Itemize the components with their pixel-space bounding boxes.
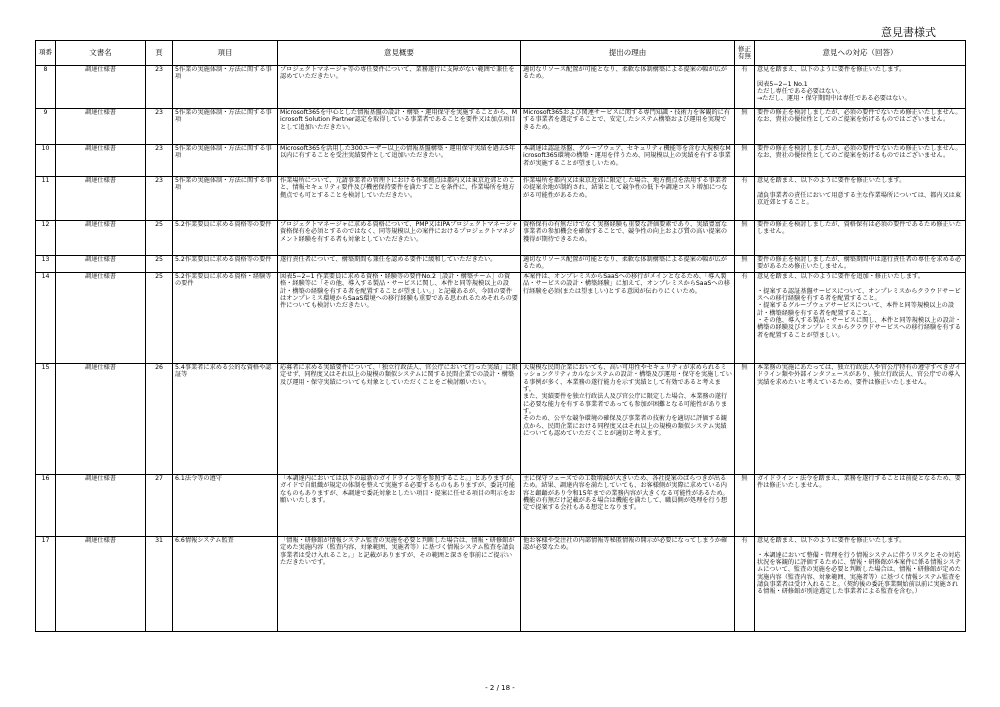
row-document-name: 調達仕様書: [56, 537, 146, 632]
header-mod: 修正有無: [735, 41, 755, 66]
table-row: [36, 66, 966, 109]
row-number: 11: [36, 177, 56, 221]
row-item: 5.2作業要員に求める資格等の要件: [173, 221, 278, 256]
row-response: ガイドライン・法令を踏まえ、業務を遂行することは前提となるため、要件は修正いたしません。: [755, 475, 966, 537]
row-number: 15: [36, 364, 56, 475]
row-number: 16: [36, 475, 56, 537]
row-modified: 有: [735, 177, 755, 221]
row-summary: Microsoft365を中心とした情報基盤の設計・構築・運用保守を実施することから、Microsoft Solution Partner認定を取得している事業者であることを要件又は加点項目として追加いただきたい。: [278, 109, 521, 145]
row-summary: 遂行責任者について、構築期間も兼任を認める要件に緩和していただきたい。: [278, 256, 521, 273]
table-row: [36, 475, 966, 537]
row-reason: 資格保有の有無だけでなく実務経験も重要な評価要素であり、実績豊富な事業者の参加機会を確保することで、競争性の向上および質の高い提案の獲得が期待できるため。: [521, 221, 735, 256]
header-item: 項目: [173, 41, 278, 66]
row-item: 6.6情報システム監査: [173, 537, 278, 632]
row-document-name: 調達仕様書: [56, 66, 146, 109]
row-response: 要件の修正を検討しましたが、資格保有は必須の要件であるため修正いたしません。: [755, 221, 966, 256]
row-item: 5作業の実施体制・方法に関する事項: [173, 66, 278, 109]
row-reason: 適切なリソース配置が可能となり、柔軟な体制構築による提案の幅が広がるため。: [521, 66, 735, 109]
row-number: 9: [36, 109, 56, 145]
row-number: 8: [36, 66, 56, 109]
row-document-name: 調達仕様書: [56, 364, 146, 475]
row-response: 要件の修正を検討しましたが、必須の要件でないため修正いたしません。 なお、貴社の優位性としてのご提案を妨げるものではございません。: [755, 109, 966, 145]
row-modified: 無: [735, 145, 755, 177]
row-document-name: 調達仕様書: [56, 109, 146, 145]
row-item: 5.4事業者に求める公的な資格や認証等: [173, 364, 278, 475]
table-header-row: [36, 41, 966, 66]
row-page: 25: [146, 256, 173, 273]
row-summary: プロジェクトマネージャ等の専任要件について、業務遂行に支障がない範囲で兼任を認めていただきたい。: [278, 66, 521, 109]
row-document-name: 調達仕様書: [56, 475, 146, 537]
row-page: 31: [146, 537, 173, 632]
row-page: 25: [146, 273, 173, 364]
row-document-name: 調達仕様書: [56, 273, 146, 364]
row-page: 23: [146, 66, 173, 109]
header-reason: 提出の理由: [521, 41, 735, 66]
row-number: 14: [36, 273, 56, 364]
row-item: 6.1法令等の遵守: [173, 475, 278, 537]
row-modified: 有: [735, 273, 755, 364]
row-page: 23: [146, 109, 173, 145]
opinion-table: [35, 40, 966, 632]
row-document-name: 調達仕様書: [56, 221, 146, 256]
row-document-name: 調達仕様書: [56, 177, 146, 221]
header-page: 頁: [146, 41, 173, 66]
row-summary: 「情報・研修館が情報システム監査の実施を必要と判断した場合は、情報・研修館が定めた実施内容（監査内容、対象範囲、実施者等）に基づく情報システム監査を請負事業者は受け入れること。」と記載がありますが、その範囲と深さを事前にご提示いただきたいです。: [278, 537, 521, 632]
row-page: 23: [146, 145, 173, 177]
row-item: 5.2作業要員に求める資格・経験等の要件: [173, 273, 278, 364]
row-page: 23: [146, 177, 173, 221]
row-summary: 図表5−2−1 作業要員に求める資格・経験等の要件No.2［設計・構築チーム］の資格・経験等に「その他、導入する製品・サービスに関し、本件と同等規模以上の設計・構築の経験を有する者を配置することが望ましい。」と記載あるが、今回の要件はオンプレミス環境からSaaS環境への移行経験も重要である思われるためそれらの要件についても検討いただきたい。: [278, 273, 521, 364]
table-row: [36, 537, 966, 632]
row-document-name: 調達仕様書: [56, 145, 146, 177]
row-summary: 応募者に求める実績要件について、「独立行政法人、官公庁において行った実績」に限定せず、同程度又はそれ以上の規模の類似システムに関する民間企業での設計・構築及び運用・保守実績についても対象としていただくことをご検討願いたい。: [278, 364, 521, 475]
row-number: 10: [36, 145, 56, 177]
page-number: - 2 / 18 -: [485, 684, 515, 692]
row-response: 意見を踏まえ、以下のように要件を修正いたします。 ・本調達において整備・管理を行う情報システムに伴うリスクとその対応状況を客観的に評価するために、情報・研修館が本案件に係る情報システムについて、監査の実施を必要と判断した場合は、情報・研修館が定めた実施内容（監査内容、対象範囲、実施者等）に基づく情報システム監査を請負事業者は受け入れること。（契約後の委託事業開始前以前に実施される情報・研修館が別途選定した事業者による監査を含む。）: [755, 537, 966, 632]
row-item: 5作業の実施体制・方法に関する事項: [173, 109, 278, 145]
row-number: 13: [36, 256, 56, 273]
row-response: 意見を踏まえ、以下のように要件を修正いたします。 図表5−2−1 No.1 ただし専任である必要はない。 →ただし、運用・保守期間中は専任である必要はない。: [755, 66, 966, 109]
row-item: 5作業の実施体制・方法に関する事項: [173, 177, 278, 221]
row-item: 5.2作業要員に求める資格等の要件: [173, 256, 278, 273]
table-row: [36, 256, 966, 273]
row-modified: 有: [735, 537, 755, 632]
row-modified: 無: [735, 475, 755, 537]
row-summary: 作業場所について、元請事業者の管理下における作業拠点は都内又は東京近郊とのこと、情報セキュリティ要件及び機密保持要件を満たすことを条件に、作業場所を地方拠点でも可とすることを検討していただきたい。: [278, 177, 521, 221]
row-response: 要件の修正を検討しましたが、必須の要件でないため修正いたしません。 なお、貴社の優位性としてのご提案を妨げるものではございません。: [755, 145, 966, 177]
table-row: [36, 221, 966, 256]
row-summary: 「本調達内においては以下の最新のガイドライン等を参照すること。」とありますが、ガイドで自組織が規定の体制を整えて実施する必要するものもありますが、委託可能なものもありますが、本調達で委託対象としたい項目・提案に任せる項目の明示をお願いいたします。: [278, 475, 521, 537]
table-row: [36, 273, 966, 364]
row-reason: 作業場所を都内又は東京近郊に限定した場合、地方拠点を活用する事業者の提案余地が制約され、結果として競争性の低下や調達コスト増加につながる可能性があるため。: [521, 177, 735, 221]
row-number: 12: [36, 221, 56, 256]
header-doc: 文書名: [56, 41, 146, 66]
row-page: 25: [146, 221, 173, 256]
row-document-name: 調達仕様書: [56, 256, 146, 273]
row-modified: 無: [735, 364, 755, 475]
row-reason: Microsoft365および関連サービスに関する専門知識・技術力を客観的に有する事業者を選定することで、安定したシステム構築および運用を実現できるため。: [521, 109, 735, 145]
row-page: 26: [146, 364, 173, 475]
table-body: [36, 66, 966, 632]
row-response: 意見を踏まえ、以下のように要件を追加・修正いたします。 ・提案する認証基盤サービスについて、オンプレミスからクラウドサービスへの移行経験を有する者を配置すること。 ・提案するグループウェアサービスについて、本件と同等規模以上の設計・構築経験を有する者を配置すること。 ・その他、導入する製品・サービスに関し、本件と同等規模以上の設計・構築の経験及びオンプレミスからクラウドサービスへの移行経験を有する者を配置することが望ましい。: [755, 273, 966, 364]
row-reason: 主に保守フェーズでの工数増減が大きいため、各社提案のばらつきが出るため。結果、調達内容を満たしていても、お客様側が実際に求めている内容と齟齬があり令和15年までの業務内容が大きくなる可能性があるため。機能の有無だけ記載がある場合は機能を満たして、職員側が処理を行う想定で提案する会社もある想定となります。: [521, 475, 735, 537]
header-response: 意見への対応（回答）: [755, 41, 966, 66]
header-no: 項番: [36, 41, 56, 66]
row-response: 意見を踏まえ、以下のように要件を修正いたします。 請負事業者の責任において用意する主な作業場所については、都内又は東京近郊とすること。: [755, 177, 966, 221]
row-modified: 無: [735, 109, 755, 145]
row-summary: Microsoft365を活用した300ユーザー以上の情報基盤構築・運用保守実績を過去5年以内に有することを受注実績要件として追加いただきたい。: [278, 145, 521, 177]
row-reason: 大規模な民間企業においても、高い可用性やセキュリティが求められるミッションクリティカルなシステムの設計・構築及び運用・保守を実施している事例が多く、本業務の遂行能力を示す実績として有効であると考えます。 また、実績要件を独立行政法人及び官公庁に限定した場合、本業務の遂行に必要な能力を有する事業者であっても参加が困難となる可能性があります。 そのため、公平な競争環境の確保及び事業者の技術力を適切に評価する観点から、民間企業における同程度又はそれ以上の規模の類似システム実績についても認めていただくことが適切と考えます。: [521, 364, 735, 475]
header-summary: 意見概要: [278, 41, 521, 66]
table-row: [36, 109, 966, 145]
row-summary: プロジェクトマネージャに求める資格について、PMP又はIPAプロジェクトマネージャ資格保有を必須とするのではなく、同等規模以上の案件におけるプロジェクトマネジメント経験を有する者も対象としていただきたい。: [278, 221, 521, 256]
row-reason: 適切なリソース配置が可能となり、柔軟な体制構築による提案の幅が広がるため。: [521, 256, 735, 273]
row-reason: 本調達は認証基盤、グループウェア、セキュリティ機能等を含む大規模なMicrosoft365環境の構築・運用を伴うため、同規模以上の実績を有する事業者が実施することが望ましいため。: [521, 145, 735, 177]
row-item: 5作業の実施体制・方法に関する事項: [173, 145, 278, 177]
row-reason: 他お客様や受注社の内部情報等秘匿情報の開示が必要になってしまうか確認が必要なため。: [521, 537, 735, 632]
row-number: 17: [36, 537, 56, 632]
row-modified: 無: [735, 221, 755, 256]
table-row: [36, 364, 966, 475]
table-row: [36, 145, 966, 177]
row-modified: 有: [735, 66, 755, 109]
row-response: 要件の修正を検討しましたが、構築期間中は遂行責任者の専任を求める必要があるため修正いたしません。: [755, 256, 966, 273]
row-response: 本業務の実施にあたっては、独立行政法人や官公庁特有の遵守すべきガイドライン類や外部インタフェースがあり、独立行政法人、官公庁での導入実績を求めたいと考えているため、要件は修正いたしません。: [755, 364, 966, 475]
row-page: 27: [146, 475, 173, 537]
row-reason: 本案件は、オンプレミスからSaaSへの移行がメインとなるため、「導入製品・サービスの設計・構築経験」に加えて、オンプレミスからSaaSへの移行経験を必須(または望ましい)とする意図が伝わりにくいため。: [521, 273, 735, 364]
row-modified: 無: [735, 256, 755, 273]
document-title: 意見書様式: [881, 26, 936, 39]
table-row: [36, 177, 966, 221]
